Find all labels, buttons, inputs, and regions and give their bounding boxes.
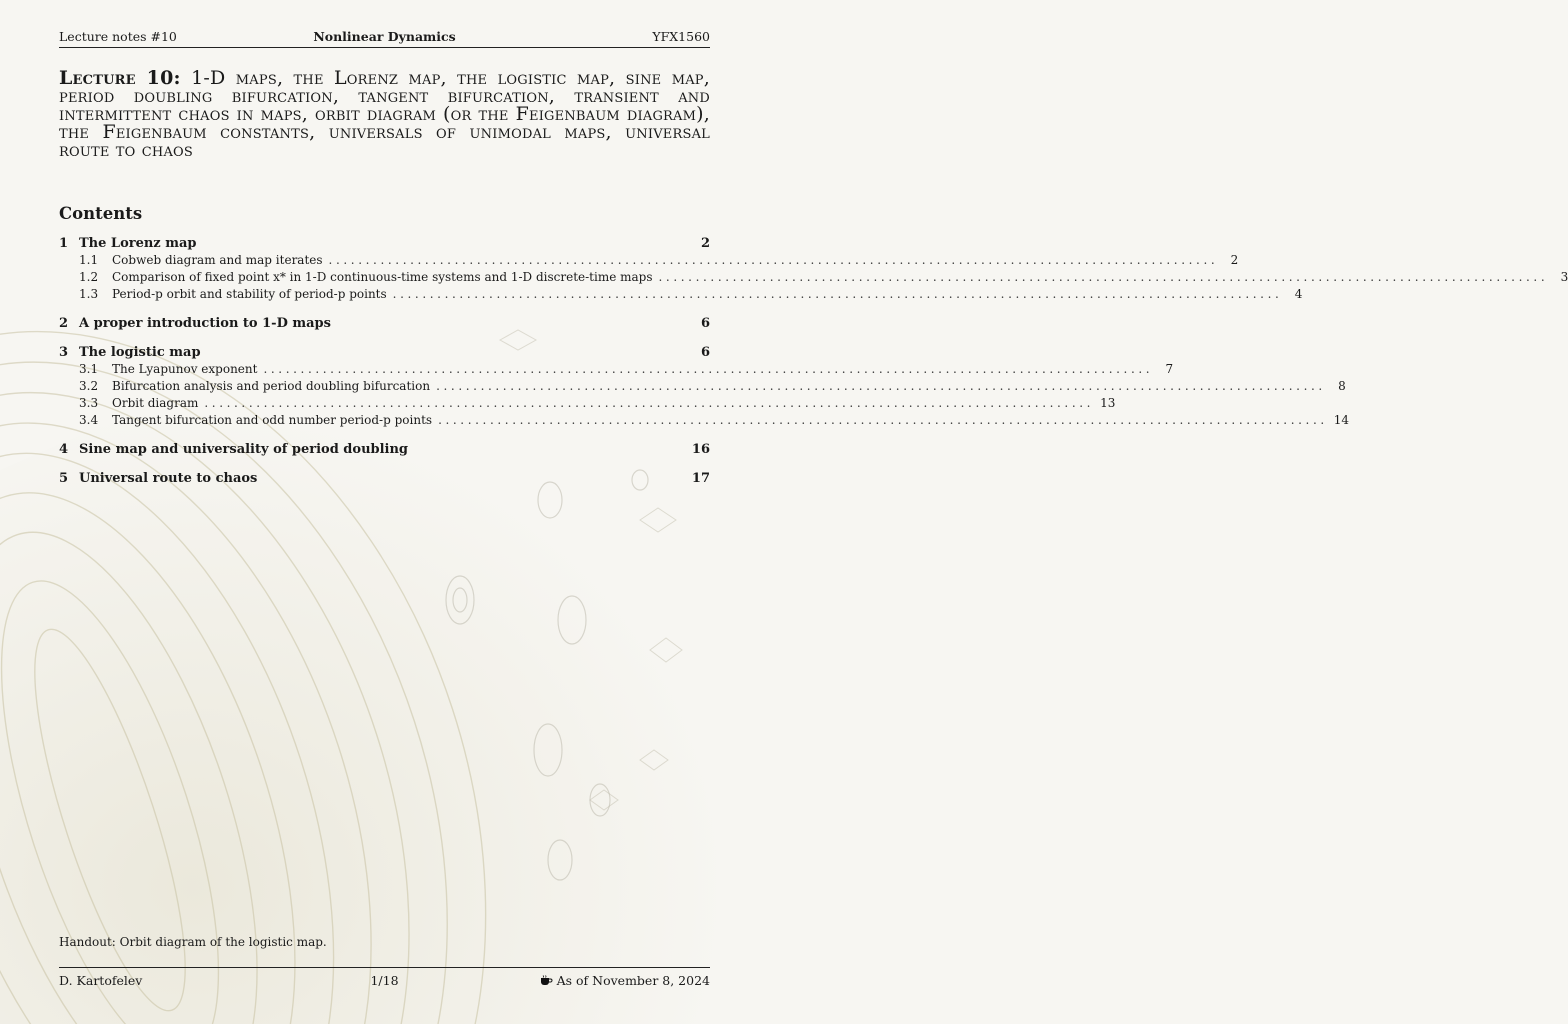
toc-entry-page: 14 [1333,413,1350,427]
toc-section [59,236,1568,304]
toc-entry-title: The Lorenz map [79,236,197,251]
toc-subsection-entry[interactable] [59,253,1239,270]
toc-entry-number: 1 [59,236,69,251]
lecture-title [59,69,710,159]
toc-section [59,345,1350,430]
toc-section [59,471,710,488]
toc-section-entry[interactable] [59,471,710,488]
toc-dot-leader: ........................................................................................................................ [436,379,1326,393]
running-footer [59,967,710,993]
toc-entry-title: The logistic map [79,345,201,360]
header-course-title: Nonlinear Dynamics [313,29,456,44]
toc-entry-title: A proper introduction to 1-D maps [79,316,331,331]
toc-subsection-entry[interactable] [59,362,1174,379]
toc-dot-leader: ........................................................................................................................ [328,253,1219,267]
toc-entry-title: Bifurcation analysis and period doubling bifurcation [112,379,431,393]
toc-entry-title: Tangent bifurcation and odd number period-p points [112,413,433,427]
toc-entry-number: 1.1 [79,253,99,267]
lecture-title-lead: Lecture 10: [59,67,181,89]
coffee-cup-icon [540,975,553,986]
toc-entry-title: Cobweb diagram and map iterates [112,253,323,267]
toc-entry-page: 8 [1338,379,1346,393]
toc-entry-number: 3 [59,345,69,360]
toc-section [59,316,710,333]
toc-subsection-entry[interactable] [59,396,1116,413]
toc-entry-number: 5 [59,471,69,486]
toc-entry-number: 3.2 [79,379,99,393]
toc-entry-page: 7 [1165,362,1174,376]
toc-section-entry[interactable] [59,236,710,253]
footer-date-text: As of November 8, 2024 [556,973,710,988]
table-of-contents [59,236,1568,500]
toc-section [59,442,710,459]
toc-entry-page: 17 [691,471,710,486]
toc-dot-leader: ........................................................................................................................ [658,270,1549,284]
toc-entry-number: 3.3 [79,396,99,410]
toc-entry-page: 2 [700,236,710,251]
toc-subsection-entry[interactable] [59,287,1303,304]
toc-entry-title: Universal route to chaos [79,471,258,486]
header-lecture-number: Lecture notes #10 [59,29,177,44]
toc-entry-page: 2 [1230,253,1239,267]
toc-entry-title: Period-p orbit and stability of period-p points [112,287,387,301]
toc-entry-number: 2 [59,316,69,331]
toc-entry-number: 3.4 [79,413,99,427]
toc-subsection-entry[interactable] [59,379,1346,396]
toc-entry-page: 3 [1560,270,1568,284]
handout-caption: Handout: Orbit diagram of the logistic map. [59,935,327,949]
toc-section-entry[interactable] [59,316,710,333]
footer-page-number: 1/18 [370,973,399,988]
toc-entry-page: 16 [691,442,710,457]
contents-heading: Contents [59,204,143,223]
header-course-code: YFX1560 [652,29,710,44]
running-header [59,29,710,48]
toc-entry-number: 1.3 [79,287,99,301]
toc-entry-number: 1.2 [79,270,99,284]
toc-subsection-entry[interactable] [59,270,1568,287]
toc-entry-page: 4 [1294,287,1303,301]
footer-date [540,973,710,988]
toc-subsection-entry[interactable] [59,413,1350,430]
toc-entry-number: 3.1 [79,362,99,376]
toc-section-entry[interactable] [59,345,710,362]
toc-entry-title: Sine map and universality of period doubling [79,442,409,457]
toc-entry-page: 13 [1100,396,1116,410]
toc-entry-title: Comparison of fixed point x* in 1-D continuous-time systems and 1-D discrete-time maps [112,270,653,284]
lecture-title-topics: 1-D maps, the Lorenz map, the logistic map, sine map, period doubling bifurcation, tangent bifurcation, transient and intermittent chaos in maps, orbit diagram (or the Feigenbaum diagram), the Feigenbaum constants, universals of unimodal maps, universal route to chaos [59,67,710,161]
toc-dot-leader: ........................................................................................................................ [438,413,1328,427]
toc-entry-number: 4 [59,442,69,457]
toc-dot-leader: ........................................................................................................................ [263,362,1154,376]
toc-dot-leader: ........................................................................................................................ [204,396,1095,410]
footer-author: D. Kartofelev [59,973,143,988]
toc-entry-title: Orbit diagram [112,396,199,410]
toc-entry-page: 6 [700,316,710,331]
toc-section-entry[interactable] [59,442,710,459]
toc-entry-title: The Lyapunov exponent [112,362,258,376]
toc-dot-leader: ........................................................................................................................ [392,287,1283,301]
toc-entry-page: 6 [700,345,710,360]
